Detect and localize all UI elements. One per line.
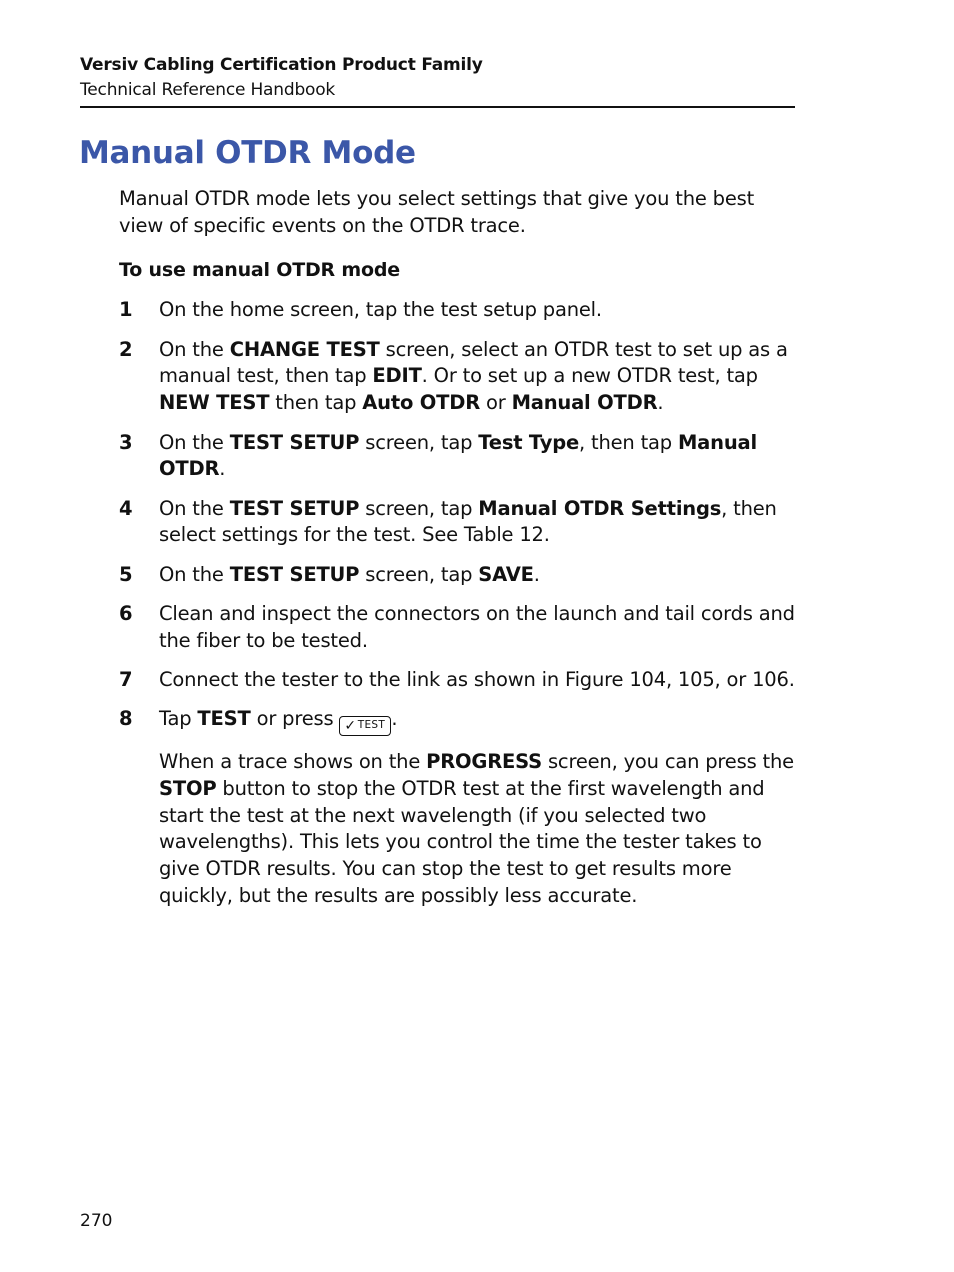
step-text: or [480,391,512,415]
step-3 [119,430,799,484]
ui-term: Auto OTDR [362,391,481,415]
ui-term: TEST SETUP [229,496,360,520]
ui-term: Manual OTDR [159,430,757,481]
step-number: 7 [119,668,133,692]
step-number: 6 [119,602,133,626]
step-text: then tap [269,391,363,415]
step-1 [119,297,799,324]
progress-note [119,749,799,910]
step-number: 1 [119,298,133,322]
ui-term: CHANGE TEST [229,337,380,361]
step-text: Connect the tester to the link as shown in Figure 104, 105, or 106. [159,668,795,692]
ui-term: Manual OTDR Settings [478,496,722,520]
step-text: . [391,707,398,731]
ui-term: NEW TEST [159,391,270,415]
note-text: screen, you can press the [541,749,794,773]
intro-paragraph: Manual OTDR mode lets you select settings that give you the best view of specific events on the OTDR trace. [119,187,755,237]
step-2 [119,337,799,417]
ui-term: PROGRESS [426,749,542,773]
step-number: 8 [119,707,133,731]
ui-term: TEST SETUP [229,430,360,454]
ui-term: Manual OTDR [511,391,658,415]
note-text: button to stop the OTDR test at the first wavelength and start the test at the next wavelength (if you selected two wavelengths). This lets you control the time the tester takes to give OTDR results. You can stop the test to get results more quickly, but the results are possibly less accurate. [159,776,765,907]
ui-term: TEST SETUP [229,562,360,586]
procedure-steps [119,297,799,736]
step-text: screen, tap [359,562,479,586]
step-text: On the [159,430,230,454]
step-number: 5 [119,562,133,586]
step-text: , then tap [579,430,678,454]
step-text: , then select settings for the test. See Table 12. [159,496,777,547]
step-number: 3 [119,430,133,454]
page-number: 270 [80,1211,113,1231]
check-icon: ✓ [344,718,357,735]
step-text: Tap [159,707,198,731]
step-text: On the [159,562,230,586]
ui-term: EDIT [372,364,422,388]
procedure-title: To use manual OTDR mode [119,258,400,281]
step-text: . Or to set up a new OTDR test, tap [421,364,758,388]
test-key-label: TEST [357,719,386,732]
ui-term: STOP [159,776,217,800]
step-text: screen, tap [359,430,479,454]
product-family-title: Versiv Cabling Certification Product Family [80,55,483,75]
note-text: When a trace shows on the [159,749,427,773]
section-body [119,186,799,910]
step-6 [119,601,799,655]
section-title: Manual OTDR Mode [79,135,416,171]
step-4 [119,496,799,550]
step-text: . [219,457,226,481]
step-text: or press [250,707,340,731]
handbook-title: Technical Reference Handbook [80,80,336,100]
ui-term: SAVE [478,562,534,586]
step-8 [119,706,799,736]
step-5 [119,562,799,589]
step-number: 2 [119,337,133,361]
step-number: 4 [119,496,133,520]
test-key-button [339,716,391,736]
step-text: screen, tap [359,496,479,520]
ui-term: Test Type [478,430,580,454]
step-text: On the [159,337,230,361]
step-7 [119,667,799,694]
running-header [80,53,795,108]
step-text: . [533,562,540,586]
step-text: On the home screen, tap the test setup panel. [159,298,602,322]
step-text: . [657,391,664,415]
ui-term: TEST [197,707,251,731]
step-text: screen, select an OTDR test to set up as a manual test, then tap [159,337,788,388]
step-text: On the [159,496,230,520]
step-text: Clean and inspect the connectors on the launch and tail cords and the fiber to be tested. [159,602,795,652]
